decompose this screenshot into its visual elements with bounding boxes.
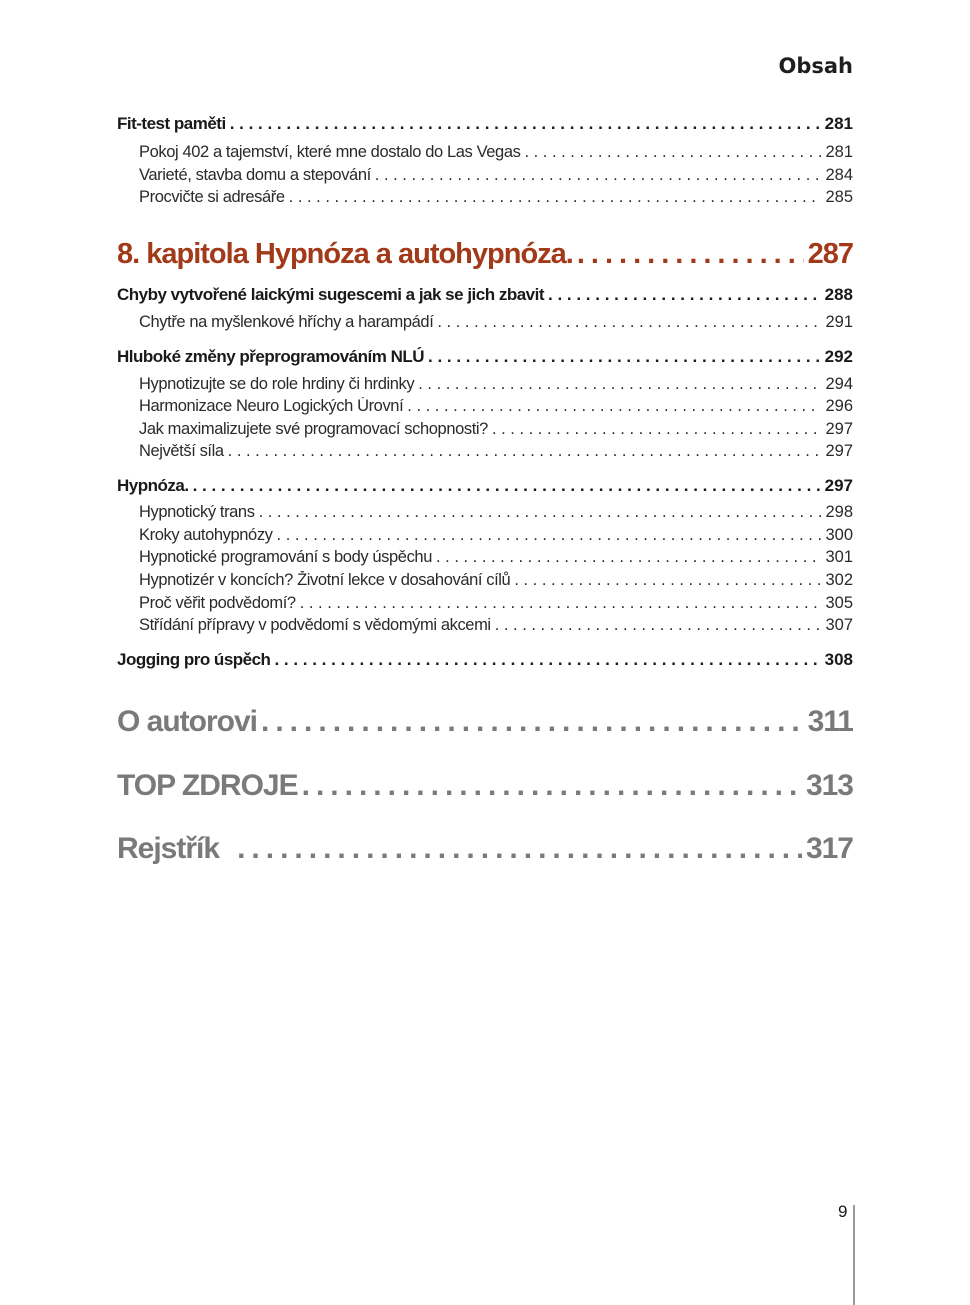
toc-entry-title: Hypnotizér v koncích? Životní lekce v dosahování cílů xyxy=(139,571,511,589)
dot-leader xyxy=(492,420,822,439)
dot-leader xyxy=(230,114,821,134)
running-header: Obsah xyxy=(778,54,853,78)
toc-entry-title: Jak maximalizujete své programovací schopnosti? xyxy=(139,420,488,438)
toc-entry-subsection[interactable] xyxy=(117,548,853,567)
margin-rule xyxy=(853,1205,855,1305)
toc-entry-page: 308 xyxy=(824,650,853,669)
toc-entry-page: 294 xyxy=(825,375,853,393)
toc-entry-section[interactable] xyxy=(117,476,853,496)
dot-leader xyxy=(418,375,821,394)
toc-entry-title: Střídání přípravy v podvědomí s vědomými akcemi xyxy=(139,616,491,634)
toc-entry-title: 8. kapitola Hypnóza a autohypnóza. xyxy=(117,238,573,270)
dot-leader xyxy=(407,397,821,416)
dot-leader xyxy=(514,571,821,590)
toc-entry-page: 292 xyxy=(824,347,853,366)
dot-leader xyxy=(228,442,822,461)
toc-entry-page: 313 xyxy=(805,769,853,802)
toc-entry-title: Největší síla xyxy=(139,442,224,460)
toc-entry-subsection[interactable] xyxy=(117,420,853,439)
toc-entry-subsection[interactable] xyxy=(117,166,853,185)
toc-entry-subsection[interactable] xyxy=(117,375,853,394)
toc-entry-page: 300 xyxy=(825,526,853,544)
toc-entry-part[interactable] xyxy=(117,832,853,866)
toc-entry-title: Pokoj 402 a tajemství, které mne dostalo do Las Vegas xyxy=(139,143,521,161)
toc-entry-subsection[interactable] xyxy=(117,571,853,590)
toc-entry-subsection[interactable] xyxy=(117,397,853,416)
toc-entry-subsection[interactable] xyxy=(117,503,853,522)
toc-entry-page: 285 xyxy=(825,188,853,206)
toc-entry-page: 284 xyxy=(825,166,853,184)
dot-leader xyxy=(302,769,802,803)
toc-entry-page: 297 xyxy=(825,442,853,460)
toc-entry-page: 281 xyxy=(824,114,853,133)
toc-entry-title: O autorovi xyxy=(117,705,258,738)
toc-entry-title: Hypnotizujte se do role hrdiny či hrdinky xyxy=(139,375,415,393)
toc-entry-subsection[interactable] xyxy=(117,594,853,613)
toc-entry-page: 281 xyxy=(825,143,853,161)
toc-entry-title: Chyby vytvořené laickými sugescemi a jak se jich zbavit xyxy=(117,285,545,304)
toc-entry-title: Rejstřík xyxy=(117,832,220,865)
toc-entry-title: Procvičte si adresáře xyxy=(139,188,285,206)
dot-leader xyxy=(436,548,821,567)
toc-entry-subsection[interactable] xyxy=(117,313,853,332)
dot-leader xyxy=(548,285,821,305)
toc-entry-page: 287 xyxy=(807,238,853,270)
toc-entry-section[interactable] xyxy=(117,650,853,670)
toc-entry-title: Jogging pro úspěch xyxy=(117,650,271,669)
dot-leader xyxy=(261,705,804,739)
toc-entry-title: Hypnotický trans xyxy=(139,503,255,521)
toc-entry-page: 317 xyxy=(805,832,853,865)
toc-entry-subsection[interactable] xyxy=(117,526,853,545)
toc-entry-title: Fit-test paměti xyxy=(117,114,226,133)
dot-leader xyxy=(277,526,822,545)
dot-leader xyxy=(577,238,804,271)
toc-entry-page: 298 xyxy=(825,503,853,521)
toc-entry-title: Chytře na myšlenkové hříchy a harampádí xyxy=(139,313,434,331)
toc-entry-section[interactable] xyxy=(117,285,853,305)
dot-leader xyxy=(274,650,820,670)
toc-entry-page: 307 xyxy=(825,616,853,634)
toc-entry-subsection[interactable] xyxy=(117,442,853,461)
toc-entry-title: TOP ZDROJE xyxy=(117,769,298,802)
dot-leader xyxy=(300,594,822,613)
toc-entry-page: 291 xyxy=(825,313,853,331)
toc-entry-title: Hluboké změny přeprogramováním NLÚ xyxy=(117,347,425,366)
toc-entry-page: 297 xyxy=(825,420,853,438)
toc-entry-page: 311 xyxy=(807,705,853,738)
toc-entry-chapter[interactable] xyxy=(117,238,853,271)
dot-leader xyxy=(495,616,822,635)
toc-entry-title: Proč věřit podvědomí? xyxy=(139,594,296,612)
dot-leader xyxy=(193,476,821,496)
dot-leader xyxy=(375,166,822,185)
page-number: 9 xyxy=(838,1202,848,1221)
dot-leader xyxy=(428,347,821,367)
toc-entry-title: Hypnotické programování s body úspěchu xyxy=(139,548,432,566)
toc-entry-subsection[interactable] xyxy=(117,616,853,635)
toc-entry-title: Varieté, stavba domu a stepování xyxy=(139,166,371,184)
toc-entry-page: 297 xyxy=(824,476,853,495)
toc-entry-section[interactable] xyxy=(117,114,853,134)
toc-entry-part[interactable] xyxy=(117,705,853,739)
toc-entry-subsection[interactable] xyxy=(117,143,853,162)
toc-entry-part[interactable] xyxy=(117,769,853,803)
toc-entry-page: 296 xyxy=(825,397,853,415)
toc-entry-page: 305 xyxy=(825,594,853,612)
dot-leader xyxy=(437,313,821,332)
dot-leader xyxy=(524,143,821,162)
toc-entry-subsection[interactable] xyxy=(117,188,853,207)
dot-leader xyxy=(289,188,822,207)
toc-entry-title: Harmonizace Neuro Logických Úrovní xyxy=(139,397,404,415)
toc-entry-title: Hypnóza. xyxy=(117,476,189,495)
toc-entry-page: 302 xyxy=(825,571,853,589)
toc-entry-section[interactable] xyxy=(117,347,853,367)
toc-entry-title: Kroky autohypnózy xyxy=(139,526,273,544)
toc-entry-page: 288 xyxy=(824,285,853,304)
dot-leader xyxy=(259,503,822,522)
toc-entry-page: 301 xyxy=(825,548,853,566)
dot-leader xyxy=(237,832,802,866)
